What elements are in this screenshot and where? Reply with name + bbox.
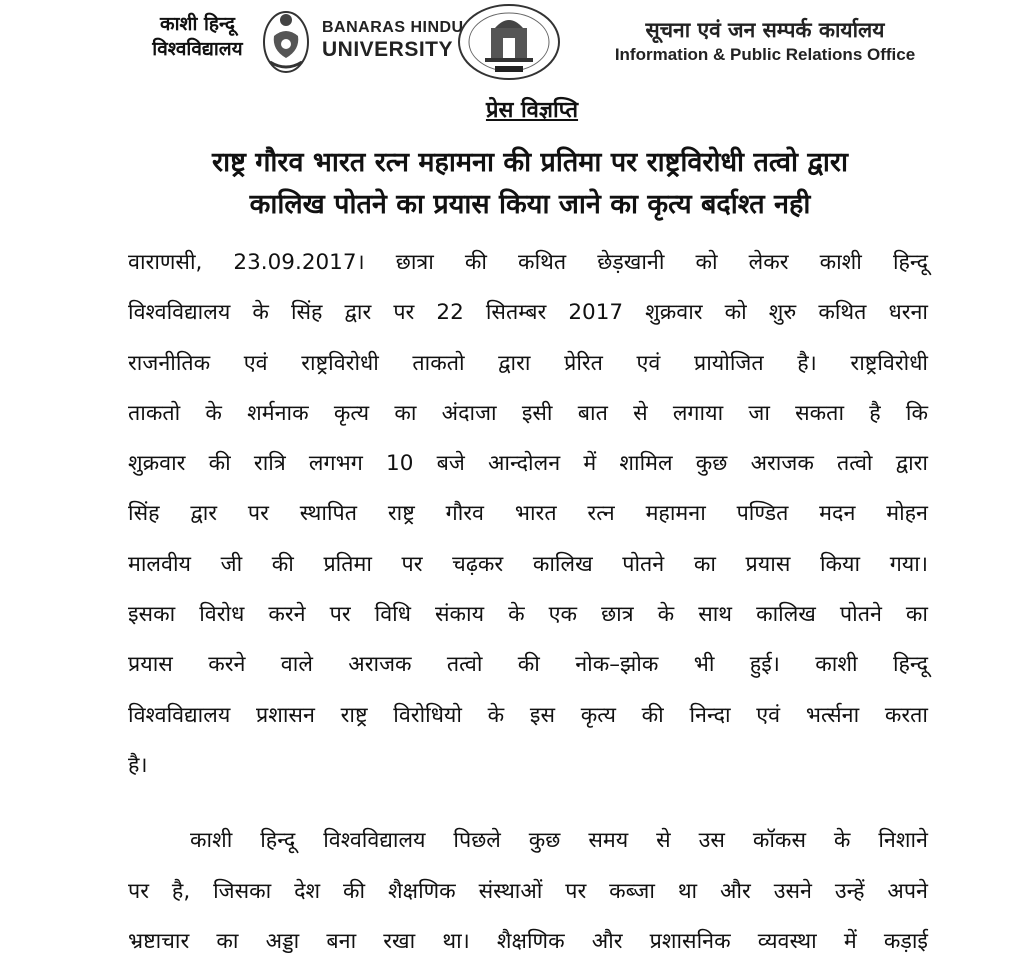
university-name-hindi-line1: काशी हिन्दू [160, 13, 235, 35]
university-name-hindi [140, 12, 255, 62]
paragraph-line: पर है, जिसका देश की शैक्षणिक संस्थाओं पर कब्जा था और उसने उन्हें अपने [128, 878, 928, 904]
university-seal-logo [260, 6, 312, 76]
university-name-english [322, 18, 464, 62]
paragraph-line: शुक्रवार की रात्रि लगभग 10 बजे आन्दोलन में शामिल कुछ अराजक तत्वो द्वारा [128, 451, 928, 477]
paragraph-line: ताकतो के शर्मनाक कृत्य का अंदाजा इसी बात से लगाया जा सकता है कि [128, 400, 928, 426]
paragraph-line: प्रयास करने वाले अराजक तत्वो की नोक–झोक भी हुई। काशी हिन्दू [128, 652, 928, 678]
press-release-body [128, 238, 928, 967]
paragraph-line: काशी हिन्दू विश्वविद्यालय पिछले कुछ समय से उस कॉकस के निशाने [190, 828, 928, 854]
university-name-english-line1: BANARAS HINDU [322, 19, 464, 36]
office-name-hindi: सूचना एवं जन सम्पर्क कार्यालय [645, 18, 885, 42]
letterhead [0, 0, 1024, 86]
paragraph-line: सिंह द्वार पर स्थापित राष्ट्र गौरव भारत रत्न महामना पण्डित मदन मोहन [128, 501, 928, 527]
paragraph-2 [128, 816, 928, 967]
paragraph-line: है। [128, 752, 148, 778]
headline-line2: कालिख पोतने का प्रयास किया जाने का कृत्य बर्दाश्त नही [249, 189, 811, 220]
press-release-label: प्रेस विज्ञप्ति [485, 98, 579, 123]
paragraph-line: विश्वविद्यालय प्रशासन राष्ट्र विरोधियो के इस कृत्य की निन्दा एवं भर्त्सना करता [128, 702, 928, 728]
paragraph-line: इसका विरोध करने पर विधि संकाय के एक छात्र के साथ कालिख पोतने का [128, 602, 928, 628]
paragraph-line: विश्वविद्यालय के सिंह द्वार पर 22 सितम्बर 2017 शुक्रवार को शुरु कथित धरना [128, 300, 929, 326]
centenary-emblem-logo [455, 2, 563, 82]
paragraph-gap [128, 791, 928, 816]
university-name-english-line2: UNIVERSITY [322, 38, 454, 61]
paragraph-line: वाराणसी, 23.09.2017। छात्रा की कथित छेड़खानी को लेकर काशी हिन्दू [128, 250, 928, 275]
office-name-english: Information & Public Relations Office [614, 45, 916, 64]
paragraph-line: राजनीतिक एवं राष्ट्रविरोधी ताकतो द्वारा प्रेरित एवं प्रायोजित है। राष्ट्रविरोधी [128, 350, 928, 376]
university-name-hindi-line2: विश्वविद्यालय [152, 38, 243, 60]
paragraph-line: भ्रष्टाचार का अड्डा बना रखा था। शैक्षणिक और प्रशासनिक व्यवस्था में कड़ाई [128, 928, 928, 954]
headline [120, 142, 940, 226]
office-name [600, 16, 930, 66]
paragraph-line: मालवीय जी की प्रतिमा पर चढ़कर कालिख पोतने का प्रयास किया गया। [128, 551, 928, 577]
paragraph-1 [128, 238, 928, 791]
headline-line1: राष्ट्र गौरव भारत रत्न महामना की प्रतिमा पर राष्ट्रविरोधी तत्वो द्वारा [212, 147, 848, 178]
